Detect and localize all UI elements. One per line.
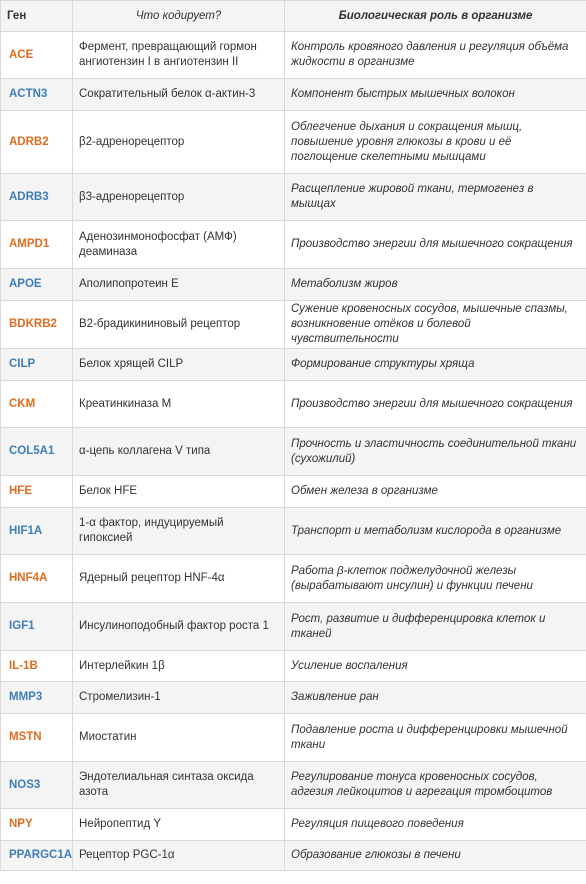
gene-encodes: Инсулиноподобный фактор роста 1	[73, 603, 285, 651]
gene-role: Облегчение дыхания и сокращения мышц, повышение уровня глюкозы в крови и её поглощение скелетными мышцами	[285, 111, 586, 174]
table-row	[1, 381, 586, 428]
gene-role: Метаболизм жиров	[285, 269, 586, 301]
gene-symbol: CKM	[1, 381, 73, 428]
table-row	[1, 714, 586, 762]
gene-encodes: Белок хрящей CILP	[73, 349, 285, 381]
table-row	[1, 174, 586, 221]
gene-symbol: IL-1B	[1, 651, 73, 682]
gene-role: Рост, развитие и дифференцировка клеток и тканей	[285, 603, 586, 651]
gene-symbol: NOS3	[1, 762, 73, 809]
gene-symbol: HIF1A	[1, 508, 73, 555]
table-row	[1, 349, 586, 381]
gene-role: Сужение кровеносных сосудов, мышечные спазмы, возникновение отёков и болевой чувствительности	[285, 301, 586, 349]
table-row	[1, 111, 586, 174]
gene-role: Обмен железа в организме	[285, 476, 586, 508]
gene-symbol: APOE	[1, 269, 73, 301]
gene-encodes: Сократительный белок α-актин-3	[73, 79, 285, 111]
table-row	[1, 682, 586, 714]
table-row	[1, 651, 586, 682]
table-row	[1, 508, 586, 555]
header-role: Биологическая роль в организме	[285, 1, 586, 32]
gene-role: Контроль кровяного давления и регуляция объёма жидкости в организме	[285, 32, 586, 79]
gene-encodes: 1-α фактор, индуцируемый гипоксией	[73, 508, 285, 555]
gene-symbol: NPY	[1, 809, 73, 841]
gene-symbol: ADRB3	[1, 174, 73, 221]
table-row	[1, 32, 586, 79]
table-row	[1, 221, 586, 269]
gene-encodes: Фермент, превращающий гормон ангиотензин I в ангиотензин II	[73, 32, 285, 79]
gene-role: Заживление ран	[285, 682, 586, 714]
gene-symbol: COL5A1	[1, 428, 73, 476]
gene-role: Регуляция пищевого поведения	[285, 809, 586, 841]
gene-encodes: Нейропептид Y	[73, 809, 285, 841]
table-row	[1, 841, 586, 871]
gene-symbol: ADRB2	[1, 111, 73, 174]
gene-symbol: CILP	[1, 349, 73, 381]
gene-symbol: HFE	[1, 476, 73, 508]
table-row	[1, 603, 586, 651]
gene-role: Образование глюкозы в печени	[285, 841, 586, 871]
gene-role: Прочность и эластичность соединительной ткани (сухожилий)	[285, 428, 586, 476]
gene-encodes: Интерлейкин 1β	[73, 651, 285, 682]
gene-role: Подавление роста и дифференцировки мышечной ткани	[285, 714, 586, 762]
gene-role: Производство энергии для мышечного сокращения	[285, 221, 586, 269]
table-row	[1, 809, 586, 841]
gene-symbol: AMPD1	[1, 221, 73, 269]
gene-symbol: MMP3	[1, 682, 73, 714]
table-body	[1, 32, 586, 871]
table-row	[1, 428, 586, 476]
gene-role: Усиление воспаления	[285, 651, 586, 682]
gene-encodes: Эндотелиальная синтаза оксида азота	[73, 762, 285, 809]
gene-role: Производство энергии для мышечного сокращения	[285, 381, 586, 428]
gene-role: Компонент быстрых мышечных волокон	[285, 79, 586, 111]
gene-encodes: Рецептор PGC-1α	[73, 841, 285, 871]
gene-encodes: β2-адренорецептор	[73, 111, 285, 174]
header-encodes: Что кодирует?	[73, 1, 285, 32]
table-row	[1, 269, 586, 301]
gene-role: Регулирование тонуса кровеносных сосудов, адгезия лейкоцитов и агрегация тромбоцитов	[285, 762, 586, 809]
gene-role: Транспорт и метаболизм кислорода в организме	[285, 508, 586, 555]
gene-encodes: α-цепь коллагена V типа	[73, 428, 285, 476]
gene-role: Работа β-клеток поджелудочной железы (вырабатывают инсулин) и функции печени	[285, 555, 586, 603]
gene-symbol: IGF1	[1, 603, 73, 651]
table-row	[1, 476, 586, 508]
gene-symbol: HNF4A	[1, 555, 73, 603]
table-row	[1, 79, 586, 111]
gene-role: Формирование структуры хряща	[285, 349, 586, 381]
gene-encodes: Стромелизин-1	[73, 682, 285, 714]
gene-encodes: Аденозинмонофосфат (АМФ) деаминаза	[73, 221, 285, 269]
gene-encodes: Белок HFE	[73, 476, 285, 508]
gene-symbol: BDKRB2	[1, 301, 73, 349]
gene-encodes: Ядерный рецептор HNF-4α	[73, 555, 285, 603]
gene-symbol: ACE	[1, 32, 73, 79]
gene-symbol: PPARGC1A	[1, 841, 73, 871]
gene-role: Расщепление жировой ткани, термогенез в мышцах	[285, 174, 586, 221]
table-header-row	[1, 1, 586, 32]
table-row	[1, 762, 586, 809]
table-row	[1, 301, 586, 349]
gene-encodes: β3-адренорецептор	[73, 174, 285, 221]
gene-symbol: ACTN3	[1, 79, 73, 111]
gene-encodes: Креатинкиназа M	[73, 381, 285, 428]
gene-encodes: Аполипопротеин E	[73, 269, 285, 301]
gene-encodes: B2-брадикининовый рецептор	[73, 301, 285, 349]
table-row	[1, 555, 586, 603]
gene-encodes: Миостатин	[73, 714, 285, 762]
header-gene: Ген	[1, 1, 73, 32]
gene-symbol: MSTN	[1, 714, 73, 762]
